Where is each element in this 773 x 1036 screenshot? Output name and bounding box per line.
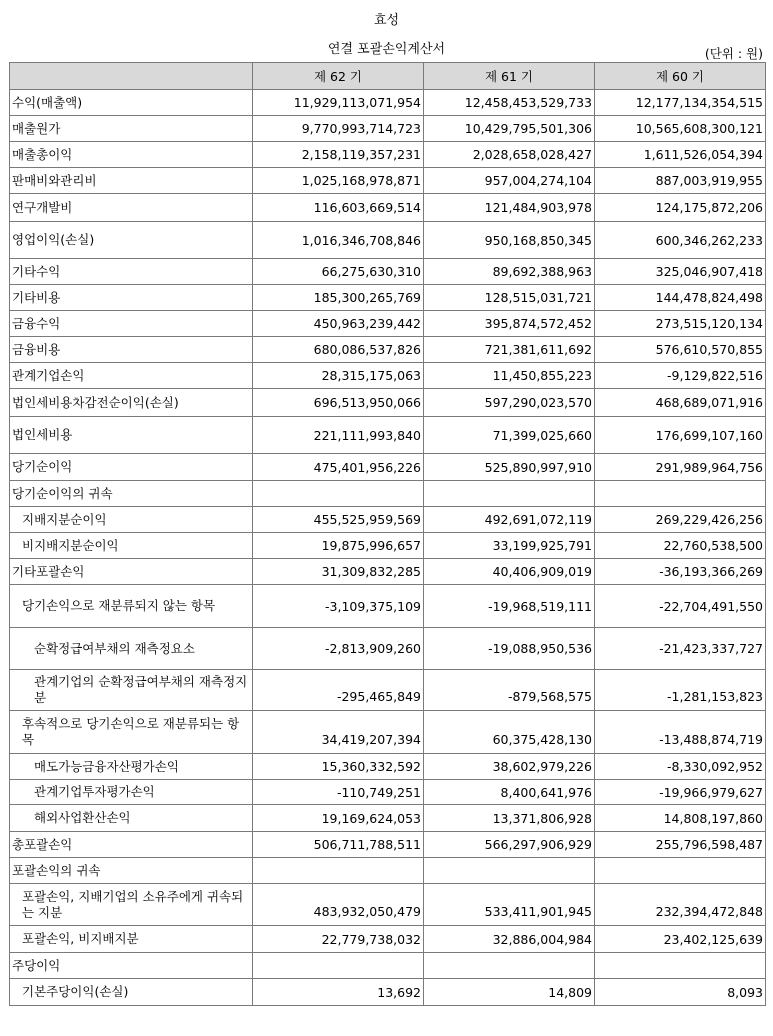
value-cell-period-61: -19,968,519,111	[424, 585, 595, 628]
value-cell-period-61: 566,297,906,929	[424, 832, 595, 858]
header-period-61: 제 61 기	[424, 63, 595, 90]
row-label: 금융수익	[10, 311, 253, 337]
value-cell-period-62: 116,603,669,514	[253, 194, 424, 222]
header-blank	[10, 63, 253, 90]
table-row	[10, 337, 766, 363]
row-label: 순확정급여부채의 재측정요소	[10, 628, 253, 670]
table-row	[10, 454, 766, 481]
row-label: 총포괄손익	[10, 832, 253, 858]
table-row	[10, 670, 766, 711]
row-label: 당기순이익의 귀속	[10, 481, 253, 507]
row-label: 포괄손익, 비지배지분	[10, 926, 253, 953]
value-cell-period-62: -2,813,909,260	[253, 628, 424, 670]
table-row	[10, 90, 766, 116]
value-cell-period-60: 291,989,964,756	[595, 454, 766, 481]
table-row	[10, 858, 766, 884]
value-cell-period-61: -19,088,950,536	[424, 628, 595, 670]
value-cell-period-61	[424, 953, 595, 979]
company-name: 효성	[373, 13, 400, 28]
value-cell-period-62: 185,300,265,769	[253, 285, 424, 311]
value-cell-period-61: 2,028,658,028,427	[424, 142, 595, 168]
value-cell-period-62: 19,875,996,657	[253, 533, 424, 559]
table-row	[10, 780, 766, 805]
row-label: 포괄손익, 지배기업의 소유주에게 귀속되는 지분	[10, 884, 253, 926]
value-cell-period-60: 14,808,197,860	[595, 805, 766, 832]
row-label: 수익(매출액)	[10, 90, 253, 116]
value-cell-period-62: 696,513,950,066	[253, 389, 424, 417]
value-cell-period-60: -13,488,874,719	[595, 711, 766, 754]
income-statement-table	[9, 62, 766, 1006]
row-label: 주당이익	[10, 953, 253, 979]
header-row	[10, 63, 766, 90]
value-cell-period-60: -1,281,153,823	[595, 670, 766, 711]
value-cell-period-60: 269,229,426,256	[595, 507, 766, 533]
table-row	[10, 389, 766, 417]
value-cell-period-60: 22,760,538,500	[595, 533, 766, 559]
value-cell-period-62: 483,932,050,479	[253, 884, 424, 926]
table-row	[10, 507, 766, 533]
statement-title: 연결 포괄손익계산서	[327, 42, 446, 57]
table-row	[10, 194, 766, 222]
value-cell-period-62	[253, 953, 424, 979]
value-cell-period-61: 71,399,025,660	[424, 417, 595, 454]
value-cell-period-60: 10,565,608,300,121	[595, 116, 766, 142]
row-label: 기타수익	[10, 259, 253, 285]
table-row	[10, 417, 766, 454]
value-cell-period-62: 31,309,832,285	[253, 559, 424, 585]
value-cell-period-60: -21,423,337,727	[595, 628, 766, 670]
table-row	[10, 311, 766, 337]
value-cell-period-60: 232,394,472,848	[595, 884, 766, 926]
value-cell-period-62: 11,929,113,071,954	[253, 90, 424, 116]
value-cell-period-62: 13,692	[253, 979, 424, 1006]
value-cell-period-61: 12,458,453,529,733	[424, 90, 595, 116]
table-row	[10, 363, 766, 389]
value-cell-period-61: 33,199,925,791	[424, 533, 595, 559]
value-cell-period-60: 600,346,262,233	[595, 222, 766, 259]
value-cell-period-60: -36,193,366,269	[595, 559, 766, 585]
table-row	[10, 884, 766, 926]
value-cell-period-61: 128,515,031,721	[424, 285, 595, 311]
table-row	[10, 585, 766, 628]
value-cell-period-61: 13,371,806,928	[424, 805, 595, 832]
table-row	[10, 805, 766, 832]
value-cell-period-62: 34,419,207,394	[253, 711, 424, 754]
value-cell-period-61: 525,890,997,910	[424, 454, 595, 481]
row-label: 기타포괄손익	[10, 559, 253, 585]
value-cell-period-62: 1,025,168,978,871	[253, 168, 424, 194]
row-label: 당기손익으로 재분류되지 않는 항목	[10, 585, 253, 628]
value-cell-period-61: 533,411,901,945	[424, 884, 595, 926]
value-cell-period-62: 15,360,332,592	[253, 754, 424, 780]
value-cell-period-61: 121,484,903,978	[424, 194, 595, 222]
value-cell-period-60: -8,330,092,952	[595, 754, 766, 780]
row-label: 관계기업투자평가손익	[10, 780, 253, 805]
row-label: 매출원가	[10, 116, 253, 142]
value-cell-period-62: -3,109,375,109	[253, 585, 424, 628]
table-row	[10, 168, 766, 194]
value-cell-period-60: 576,610,570,855	[595, 337, 766, 363]
table-row	[10, 142, 766, 168]
value-cell-period-61: 40,406,909,019	[424, 559, 595, 585]
value-cell-period-61: 32,886,004,984	[424, 926, 595, 953]
value-cell-period-62: 475,401,956,226	[253, 454, 424, 481]
value-cell-period-61: 492,691,072,119	[424, 507, 595, 533]
value-cell-period-62	[253, 858, 424, 884]
value-cell-period-62: -295,465,849	[253, 670, 424, 711]
row-label: 관계기업의 순확정급여부채의 재측정지분	[10, 670, 253, 711]
value-cell-period-60: 1,611,526,054,394	[595, 142, 766, 168]
table-row	[10, 711, 766, 754]
value-cell-period-62	[253, 481, 424, 507]
table-row	[10, 481, 766, 507]
table-row	[10, 628, 766, 670]
value-cell-period-61: -879,568,575	[424, 670, 595, 711]
value-cell-period-60: 468,689,071,916	[595, 389, 766, 417]
value-cell-period-60: 325,046,907,418	[595, 259, 766, 285]
row-label: 연구개발비	[10, 194, 253, 222]
value-cell-period-61: 721,381,611,692	[424, 337, 595, 363]
table-row	[10, 926, 766, 953]
value-cell-period-60	[595, 953, 766, 979]
table-row	[10, 979, 766, 1006]
row-label: 판매비와관리비	[10, 168, 253, 194]
row-label: 매출총이익	[10, 142, 253, 168]
value-cell-period-60: -22,704,491,550	[595, 585, 766, 628]
table-row	[10, 953, 766, 979]
value-cell-period-61: 957,004,274,104	[424, 168, 595, 194]
value-cell-period-62: -110,749,251	[253, 780, 424, 805]
value-cell-period-62: 680,086,537,826	[253, 337, 424, 363]
value-cell-period-62: 22,779,738,032	[253, 926, 424, 953]
value-cell-period-60: 255,796,598,487	[595, 832, 766, 858]
value-cell-period-60: 887,003,919,955	[595, 168, 766, 194]
value-cell-period-61: 89,692,388,963	[424, 259, 595, 285]
table-row	[10, 559, 766, 585]
table-row	[10, 832, 766, 858]
row-label: 매도가능금융자산평가손익	[10, 754, 253, 780]
table-row	[10, 222, 766, 259]
value-cell-period-60: 144,478,824,498	[595, 285, 766, 311]
value-cell-period-60	[595, 858, 766, 884]
value-cell-period-61	[424, 858, 595, 884]
value-cell-period-60: 12,177,134,354,515	[595, 90, 766, 116]
value-cell-period-61: 8,400,641,976	[424, 780, 595, 805]
value-cell-period-62: 9,770,993,714,723	[253, 116, 424, 142]
row-label: 당기순이익	[10, 454, 253, 481]
row-label: 기타비용	[10, 285, 253, 311]
value-cell-period-62: 450,963,239,442	[253, 311, 424, 337]
value-cell-period-61: 38,602,979,226	[424, 754, 595, 780]
table-row	[10, 754, 766, 780]
row-label: 비지배지분순이익	[10, 533, 253, 559]
value-cell-period-62: 19,169,624,053	[253, 805, 424, 832]
table-row	[10, 259, 766, 285]
value-cell-period-61	[424, 481, 595, 507]
value-cell-period-62: 506,711,788,511	[253, 832, 424, 858]
value-cell-period-60: 273,515,120,134	[595, 311, 766, 337]
row-label: 해외사업환산손익	[10, 805, 253, 832]
value-cell-period-61: 950,168,850,345	[424, 222, 595, 259]
table-row	[10, 533, 766, 559]
value-cell-period-60: -19,966,979,627	[595, 780, 766, 805]
row-label: 법인세비용차감전순이익(손실)	[10, 389, 253, 417]
value-cell-period-61: 11,450,855,223	[424, 363, 595, 389]
value-cell-period-60: 124,175,872,206	[595, 194, 766, 222]
value-cell-period-61: 597,290,023,570	[424, 389, 595, 417]
value-cell-period-61: 14,809	[424, 979, 595, 1006]
value-cell-period-62: 1,016,346,708,846	[253, 222, 424, 259]
row-label: 지배지분순이익	[10, 507, 253, 533]
value-cell-period-61: 395,874,572,452	[424, 311, 595, 337]
value-cell-period-60: 23,402,125,639	[595, 926, 766, 953]
row-label: 후속적으로 당기손익으로 재분류되는 항목	[10, 711, 253, 754]
value-cell-period-60: 176,699,107,160	[595, 417, 766, 454]
row-label: 관계기업손익	[10, 363, 253, 389]
value-cell-period-62: 455,525,959,569	[253, 507, 424, 533]
value-cell-period-61: 10,429,795,501,306	[424, 116, 595, 142]
value-cell-period-62: 221,111,993,840	[253, 417, 424, 454]
header-period-62: 제 62 기	[253, 63, 424, 90]
row-label: 법인세비용	[10, 417, 253, 454]
row-label: 금융비용	[10, 337, 253, 363]
value-cell-period-61: 60,375,428,130	[424, 711, 595, 754]
value-cell-period-62: 28,315,175,063	[253, 363, 424, 389]
table-row	[10, 116, 766, 142]
value-cell-period-60: 8,093	[595, 979, 766, 1006]
table-row	[10, 285, 766, 311]
row-label: 기본주당이익(손실)	[10, 979, 253, 1006]
row-label: 포괄손익의 귀속	[10, 858, 253, 884]
unit-label: (단위 : 원)	[704, 46, 763, 61]
header-period-60: 제 60 기	[595, 63, 766, 90]
row-label: 영업이익(손실)	[10, 222, 253, 259]
value-cell-period-62: 66,275,630,310	[253, 259, 424, 285]
value-cell-period-62: 2,158,119,357,231	[253, 142, 424, 168]
value-cell-period-60	[595, 481, 766, 507]
value-cell-period-60: -9,129,822,516	[595, 363, 766, 389]
